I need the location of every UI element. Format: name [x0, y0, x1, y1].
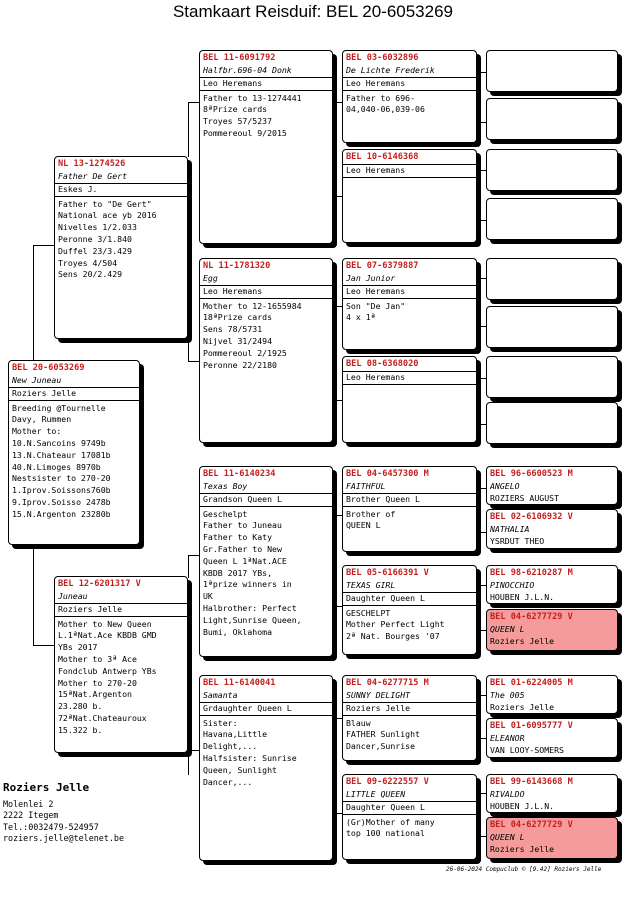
pigeon-owner: Grandson Queen L: [200, 494, 332, 507]
pigeon-owner: Daughter Queen L: [343, 802, 476, 815]
pigeon-card-g5-8[interactable]: [486, 817, 618, 859]
pigeon-info: GESCHELPT Mother Perfect Light 2ª Nat. Bourges '07: [346, 607, 445, 642]
pigeon-card-subject[interactable]: [8, 360, 140, 545]
connector: [33, 645, 54, 646]
ring-number: BEL 03-6032896: [346, 53, 419, 63]
pigeon-info: Geschelpt Father to Juneau Father to Katy Gr.Father to New Queen L 1ªNat.ACE KBDB 2017 YBs, 1ªprize winners in UK Halbrother: Perfect Light,Sunrise Queen, Bumi, Oklahoma: [203, 508, 302, 637]
connector: [334, 400, 342, 401]
connector: [478, 738, 486, 739]
pigeon-card-mm[interactable]: [199, 675, 333, 861]
pigeon-name: LITTLE QUEEN: [343, 789, 476, 802]
ring-number: NL 11-1781320: [203, 261, 271, 271]
pigeon-name: Egg: [200, 273, 332, 286]
ring-number: BEL 01-6095777 V: [490, 721, 573, 731]
pigeon-card-empty[interactable]: [486, 198, 618, 240]
pigeon-name: ANGELO: [490, 480, 520, 491]
pigeon-name: RIVALDO: [490, 788, 525, 799]
pigeon-info: Blauw FATHER Sunlight Dancer,Sunrise: [346, 717, 420, 752]
pigeon-owner: Roziers Jelle: [343, 703, 476, 716]
pigeon-owner: YSRDUT THEO: [490, 535, 545, 546]
connector: [478, 170, 486, 171]
owner-street: Molenlei 2: [3, 799, 54, 810]
pigeon-card-mmm[interactable]: [342, 774, 477, 860]
pigeon-owner: Leo Heremans: [343, 286, 476, 299]
pigeon-card-ffm[interactable]: [342, 149, 477, 243]
connector: [334, 515, 342, 516]
pigeon-owner: Roziers Jelle: [490, 701, 555, 712]
pigeon-owner: Roziers Jelle: [55, 604, 187, 617]
pigeon-name: FAITHFUL: [343, 481, 476, 494]
pigeon-card-mfm[interactable]: [342, 565, 477, 655]
pigeon-card-g5-2[interactable]: [486, 509, 618, 549]
connector: [334, 813, 342, 814]
pigeon-card-empty[interactable]: [486, 50, 618, 92]
pigeon-name: ELEANOR: [490, 732, 525, 743]
pigeon-owner: Leo Heremans: [343, 372, 476, 385]
pigeon-card-empty[interactable]: [486, 402, 618, 444]
connector: [188, 102, 199, 103]
pigeon-name: NATHALIA: [490, 523, 530, 534]
pigeon-card-fm[interactable]: [199, 258, 333, 443]
pigeon-card-empty[interactable]: [486, 306, 618, 348]
ring-number: BEL 11-6140234: [203, 469, 276, 479]
connector: [478, 122, 486, 123]
connector: [188, 337, 189, 361]
connector: [334, 606, 342, 607]
owner-city: 2222 Itegem: [3, 810, 59, 821]
pigeon-name: SUNNY DELIGHT: [343, 690, 476, 703]
connector: [478, 532, 486, 533]
pigeon-name: Samanta: [200, 690, 332, 703]
connector: [478, 424, 486, 425]
pigeon-card-empty[interactable]: [486, 98, 618, 140]
footer-text: 26-06-2024 Compuclub © [9.42] Roziers Jelle: [446, 866, 602, 873]
pigeon-info: Sister: Havana,Little Delight,... Halfsister: Sunrise Queen, Sunlight Dancer,...: [203, 717, 297, 787]
ring-number: BEL 96-6600523 M: [490, 469, 573, 479]
connector: [478, 793, 486, 794]
pigeon-owner: ROZIERS AUGUST: [490, 492, 560, 503]
connector: [188, 361, 199, 362]
ring-number: BEL 05-6166391 V: [346, 568, 429, 578]
pigeon-owner: Eskes J.: [55, 184, 187, 197]
pigeon-card-empty[interactable]: [486, 258, 618, 300]
ring-number: BEL 01-6224005 M: [490, 678, 573, 688]
pigeon-card-fmm[interactable]: [342, 356, 477, 443]
connector: [478, 585, 486, 586]
pigeon-name: The 005: [490, 689, 525, 700]
connector: [334, 306, 342, 307]
pigeon-name: Jan Junior: [343, 273, 476, 286]
pigeon-info: [343, 178, 476, 182]
pigeon-name: Texas Boy: [200, 481, 332, 494]
connector: [188, 555, 189, 578]
pigeon-card-g5-7[interactable]: [486, 774, 618, 813]
connector: [334, 102, 342, 103]
pigeon-info: Father to 696- 04,040-06,039-06: [346, 92, 425, 115]
ring-number: NL 13-1274526: [58, 159, 126, 169]
ring-number: BEL 09-6222557 V: [346, 777, 429, 787]
pigeon-card-g5-6[interactable]: [486, 718, 618, 758]
connector: [33, 545, 34, 645]
pigeon-owner: Leo Heremans: [200, 286, 332, 299]
owner-phone: Tel.:0032479-524957: [3, 821, 99, 832]
pigeon-card-father[interactable]: [54, 156, 188, 339]
pigeon-owner: HOUBEN J.L.N.: [490, 591, 555, 602]
pigeon-owner: VAN LOOY-SOMERS: [490, 744, 564, 755]
pigeon-name: QUEEN L: [490, 831, 525, 842]
pigeon-card-mf[interactable]: [199, 466, 333, 657]
pigeon-card-mff[interactable]: [342, 466, 477, 552]
connector: [478, 220, 486, 221]
pigeon-info: Mother to New Queen L.1ªNat.Ace KBDB GMD YBs 2017 Mother to 3ª Ace Fondclub Antwerp YBs Mother to 270-20 15ªNat.Argenton 23.280 b. 72ªNat.Chateauroux 15.322 b.: [58, 618, 157, 735]
connector: [478, 630, 486, 631]
connector: [478, 378, 486, 379]
pigeon-owner: Roziers Jelle: [9, 388, 139, 401]
pigeon-owner: Roziers Jelle: [490, 843, 555, 854]
pigeon-name: TEXAS GIRL: [343, 580, 476, 593]
connector: [478, 488, 486, 489]
pigeon-card-empty[interactable]: [486, 356, 618, 398]
connector: [334, 196, 342, 197]
pigeon-card-g5-1[interactable]: [486, 466, 618, 505]
ring-number: BEL 99-6143668 M: [490, 777, 573, 787]
connector: [33, 245, 54, 246]
connector: [478, 695, 486, 696]
pigeon-card-fff[interactable]: [342, 50, 477, 143]
pigeon-name: QUEEN L: [490, 623, 525, 634]
ring-number: BEL 11-6091792: [203, 53, 276, 63]
pigeon-card-ff[interactable]: [199, 50, 333, 244]
ring-number: BEL 20-6053269: [12, 363, 85, 373]
ring-number: BEL 10-6146368: [346, 152, 419, 162]
pigeon-name: Halfbr.696-04 Donk: [200, 65, 332, 78]
pigeon-info: Son "De Jan" 4 x 1ª: [346, 300, 406, 323]
ring-number: BEL 08-6368020: [346, 359, 419, 369]
pigeon-info: Father to 13-1274441 8ªPrize cards Troyes 57/5237 Pommereoul 9/2015: [203, 92, 302, 138]
owner-email: roziers.jelle@telenet.be: [3, 832, 125, 843]
ring-number: BEL 04-6277729 V: [490, 820, 573, 830]
connector: [478, 72, 486, 73]
pigeon-info: [343, 385, 476, 389]
pigeon-owner: Daughter Queen L: [343, 593, 476, 606]
pigeon-info: Father to "De Gert" National ace yb 2016 Nivelles 1/2.033 Peronne 3/1.840 Duffel 23/3.429 Troyes 4/504 Sens 20/2.429: [58, 198, 157, 280]
pigeon-card-g5-4[interactable]: [486, 609, 618, 651]
pigeon-owner: Grdaughter Queen L: [200, 703, 332, 716]
ring-number: BEL 98-6210287 M: [490, 568, 573, 578]
connector: [334, 718, 342, 719]
pigeon-owner: Brother Queen L: [343, 494, 476, 507]
pigeon-card-mother[interactable]: [54, 576, 188, 753]
connector: [188, 102, 189, 157]
pigeon-info: (Gr)Mother of many top 100 national: [346, 816, 435, 839]
page-title: Stamkaart Reisduif: BEL 20-6053269: [172, 2, 454, 21]
connector: [478, 278, 486, 279]
pigeon-owner: HOUBEN J.L.N.: [490, 800, 555, 811]
pigeon-name: New Juneau: [9, 375, 139, 388]
pigeon-card-empty[interactable]: [486, 149, 618, 191]
connector: [188, 555, 199, 556]
pigeon-card-mmf[interactable]: [342, 675, 477, 761]
pigeon-owner: Leo Heremans: [200, 78, 332, 91]
pigeon-card-g5-3[interactable]: [486, 565, 618, 604]
pigeon-card-g5-5[interactable]: [486, 675, 618, 714]
connector: [188, 750, 189, 775]
ring-number: BEL 04-6277715 M: [346, 678, 429, 688]
pigeon-owner: Leo Heremans: [343, 165, 476, 178]
owner-name: Roziers Jelle: [3, 781, 90, 794]
pigeon-owner: Roziers Jelle: [490, 635, 555, 646]
pigeon-name: PINOCCHIO: [490, 579, 535, 590]
connector: [478, 836, 486, 837]
pigeon-card-fmf[interactable]: [342, 258, 477, 350]
pigeon-info: Brother of QUEEN L: [346, 508, 396, 531]
pigeon-name: Juneau: [55, 591, 187, 604]
connector: [33, 245, 34, 360]
ring-number: BEL 04-6277729 V: [490, 612, 573, 622]
pigeon-info: Mother to 12-1655984 18ªPrize cards Sens 78/5731 Nijvel 31/2494 Pommereoul 2/1925 Peronne 22/2180: [203, 300, 302, 370]
pigeon-name: De Lichte Frederik: [343, 65, 476, 78]
ring-number: BEL 02-6106932 V: [490, 512, 573, 522]
pigeon-owner: Leo Heremans: [343, 78, 476, 91]
connector: [188, 750, 199, 751]
pigeon-info: Breeding @Tournelle Davy, Rummen Mother to: 10.N.Sancoins 9749b 13.N.Chateaur 17081b 40.N.Limoges 8970b Nestsister to 270-20 1.Iprov.Soissons760b 9.Iprov.Soisso 2478b 15.N.Argenton 23280b: [12, 402, 111, 519]
ring-number: BEL 11-6140041: [203, 678, 276, 688]
owner-contact: [3, 782, 124, 844]
ring-number: BEL 07-6379887: [346, 261, 419, 271]
ring-number: BEL 12-6201317 V: [58, 579, 141, 589]
ring-number: BEL 04-6457300 M: [346, 469, 429, 479]
pigeon-name: Father De Gert: [55, 171, 187, 184]
connector: [478, 326, 486, 327]
